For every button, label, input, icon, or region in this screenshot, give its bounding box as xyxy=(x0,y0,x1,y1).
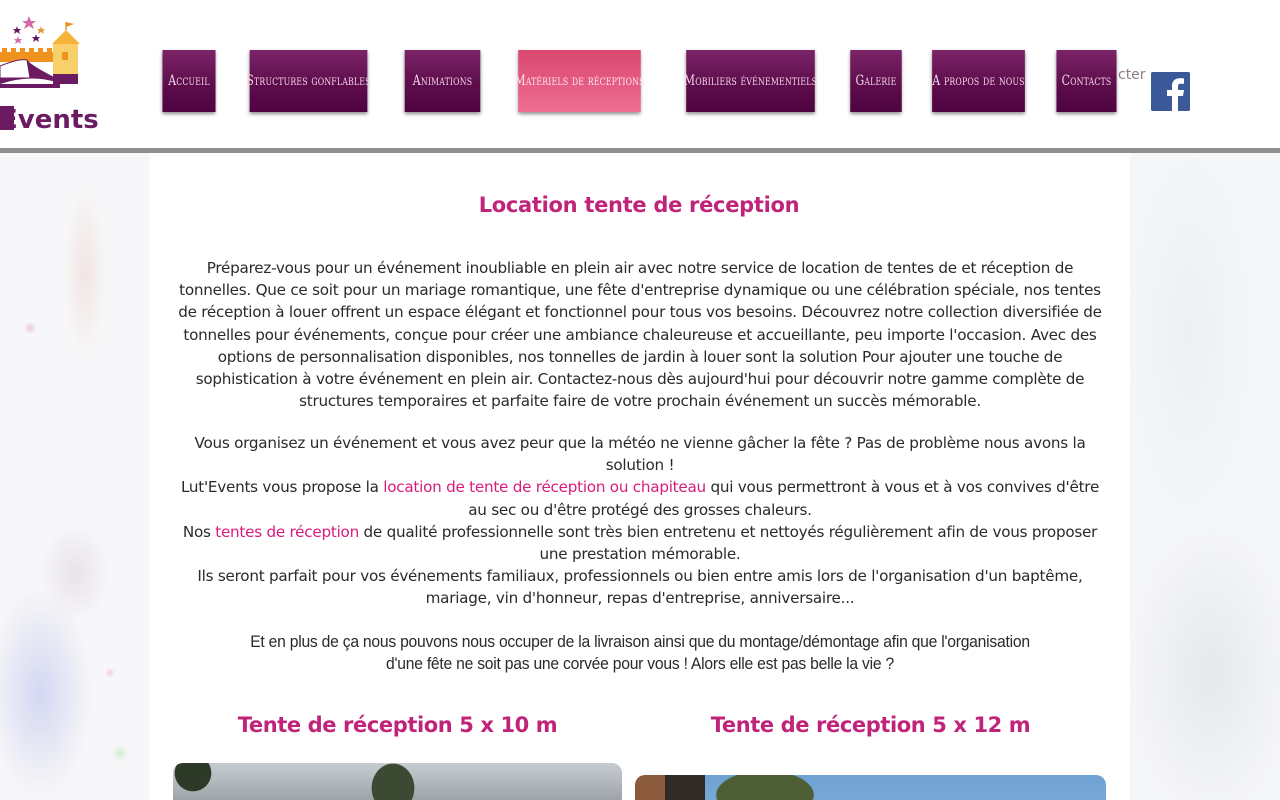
quality-text-before: Nos xyxy=(182,522,216,541)
nav-item-animations[interactable]: Animations xyxy=(405,50,481,112)
product-title-5x12: Tente de réception 5 x 12 m xyxy=(710,713,1031,737)
site-logo[interactable] xyxy=(0,8,112,136)
intro-paragraph: Préparez-vous pour un événement inoubliable en plein air avec notre service de location de tentes de et réception de tonnelles. Que ce soit pour un mariage romantique, une fête d'entreprise dynamique ou une célébration spéciale, nos tentes de réception à louer offrent un espace élégant et fonctionnel pour tous vos besoins. Découvrez notre collection diversifiée de tonnelles pour événements, conçue pour créer une ambiance chaleureuse et accueillante, peu importe l'occasion. Avec des options de personnalisation disponibles, nos tonnelles de jardin à louer sont la solution Pour ajouter une touche de sophistication à votre événement en plein air. Contactez-nous dès aujourd'hui pour découvrir notre gamme complète de structures temporaires et parfaite faire de votre prochain événement un succès mémorable. xyxy=(178,259,1102,411)
nav-item-accueil[interactable]: Accueil xyxy=(162,50,215,112)
nav-item-a-propos-de-nous[interactable]: A propos de nous xyxy=(932,50,1025,112)
facebook-link[interactable] xyxy=(1151,72,1190,111)
nav-item-contacts[interactable]: Contacts xyxy=(1056,50,1116,112)
nav-item-structures-gonflables[interactable]: Structures gonflables xyxy=(250,50,368,112)
tent-description xyxy=(178,432,1102,610)
tent-5x12-photo[interactable] xyxy=(635,775,1106,800)
nav-item-galerie[interactable]: Galerie xyxy=(850,50,901,112)
background-image-left xyxy=(0,153,150,800)
events-text: Ils seront parfait pour vos événements familiaux, professionnels ou bien entre amis lors de l'organisation d'un baptême, mariage, vin d'honneur, repas d'entreprise, anniversaire... xyxy=(197,567,1083,608)
facebook-icon xyxy=(1151,72,1190,111)
background-image-right xyxy=(1130,153,1280,800)
castle-logo-icon xyxy=(0,8,112,136)
nav-item-mobiliers-evenementiels[interactable]: Mobiliers événementiels xyxy=(686,50,815,112)
offer-text-before: Lut'Events vous propose la xyxy=(180,478,384,497)
weather-text: Vous organisez un événement et vous avez peur que la météo ne vienne gâcher la fête ? Pas de problème nous avons la solution ! xyxy=(194,434,1086,475)
product-title-5x10: Tente de réception 5 x 10 m xyxy=(237,713,558,737)
link-location-tente-chapiteau[interactable]: location de tente de réception ou chapiteau xyxy=(383,478,706,497)
page-title: Location tente de réception xyxy=(478,193,800,217)
nav-item-materiels-de-receptions[interactable]: Matériels de réceptions xyxy=(518,50,640,112)
tent-5x10-photo[interactable] xyxy=(173,763,622,800)
main-content xyxy=(150,153,1130,800)
delivery-paragraph: Et en plus de ça nous pouvons nous occuper de la livraison ainsi que du montage/démontage afin que l'organisation d'une fête ne soit pas une corvée pour vous ! Alors elle est pas belle la vie ? xyxy=(250,633,1030,674)
offer-text-after: qui vous permettront à vous et à vos convives d'être au sec ou d'être protégé des grosses chaleurs. xyxy=(468,478,1100,519)
connect-label: cter xyxy=(1118,67,1146,83)
svg-text:Events: Events xyxy=(0,105,99,135)
site-header xyxy=(0,0,1280,148)
link-tentes-de-reception[interactable]: tentes de réception xyxy=(215,522,359,541)
quality-text-after: de qualité professionnelle sont très bien entretenu et nettoyés régulièrement afin de vous proposer une prestation mémorable. xyxy=(358,522,1098,564)
